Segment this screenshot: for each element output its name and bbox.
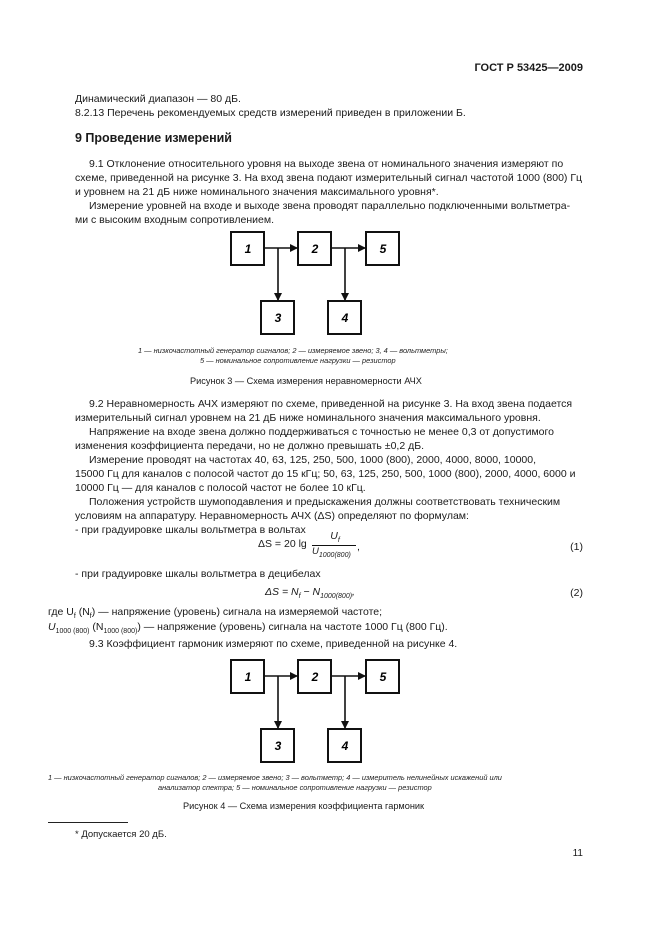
formula1-number: (1) (570, 541, 583, 553)
formula2-number: (2) (570, 587, 583, 599)
figure3-block-2-label: 2 (311, 242, 319, 256)
where-l2-b: (N (89, 621, 104, 633)
formula1-num: U (330, 530, 338, 542)
figure4-block-2 (298, 660, 331, 693)
p93-line1: 9.3 Коэффициент гармоник измеряют по схеме, приведенной на рисунке 4. (89, 638, 458, 650)
p92d-line2: условиям на аппаратуру. Неравномерность АЧХ (ΔS) определяют по формулам: (75, 510, 469, 522)
figure4-block-2-label: 2 (311, 670, 319, 684)
p92d-line1: Положения устройств шумоподавления и предыскажения должны соответствовать техническим (89, 496, 561, 508)
figure4-block-4-label: 4 (341, 739, 349, 753)
p92-line1: 9.2 Неравномерность АЧХ измеряют по схеме, приведенной на рисунке 3. На вход звена подается (89, 398, 573, 410)
where-l2-sub2: 1000 (800) (103, 628, 138, 636)
figure4-block-1 (231, 660, 264, 693)
where-l2-sub1: 1000 (800) (55, 628, 90, 636)
where-l2-a: U (48, 621, 56, 633)
figure3-block-5-label: 5 (379, 242, 387, 256)
bullet-volts: - при градуировке шкалы вольтметра в вольтах (75, 524, 306, 536)
where-l2-c: ) — напряжение (уровень) сигнала на частоте 1000 Гц (800 Гц). (137, 621, 448, 633)
formula2-lhs: ΔS = N (265, 586, 299, 598)
figure3-legend-line1: 1 — низкочастотный генератор сигналов; 2 — измеряемое звено; 3, 4 — вольтметры; (138, 346, 448, 355)
figure4-block-1-label: 1 (244, 670, 252, 684)
p92c-line3: 10000 Гц — для каналов с полосой частот не более 10 кГц. (75, 482, 366, 494)
p92-line2: измерительный сигнал уровнем на 21 дБ ниже номинального значения максимального уровня. (75, 412, 541, 424)
formula-1 (258, 538, 307, 550)
p92b-line2: изменения коэффициента передачи, но не должно превышать ±0,2 дБ. (75, 440, 425, 452)
figure3-block-3-label: 3 (274, 311, 282, 325)
figure3-block-3 (261, 301, 294, 334)
figure4-legend-line2: анализатор спектра; 5 — номинальное сопротивление нагрузки — резистор (158, 783, 432, 792)
formula2-lhs-sub: f (298, 593, 301, 601)
where-l1-c: ) — напряжение (уровень) сигнала на измеряемой частоте; (91, 606, 383, 618)
formula1-den: U (312, 546, 319, 557)
p92c-line2: 15000 Гц для каналов с полосой частот до 15 кГц; 50, 63, 125, 250, 500, 1000 (800), 2000, 4000, 6000 и (75, 468, 576, 480)
where-l1-sub2: f (89, 613, 92, 621)
p91-line1: 9.1 Отклонение относительного уровня на выходе звена от номинального значения измеряют по (89, 158, 564, 170)
figure3-block-2 (298, 232, 331, 265)
footnote-separator (48, 822, 128, 823)
section-heading: 9 Проведение измерений (75, 131, 232, 145)
formula1-numerator (312, 530, 358, 544)
figure4-block-5 (366, 660, 399, 693)
formula1-lhs: ΔS = 20 lg (258, 538, 307, 550)
bullet-decibels: - при градуировке шкалы вольтметра в децибелах (75, 568, 321, 580)
figure3-block-5 (366, 232, 399, 265)
p91b-line2: ми с высоким входным сопротивлением. (75, 214, 274, 226)
formula2-mid: − N (300, 586, 321, 598)
p91b-line1: Измерение уровней на входе и выходе звена проводят параллельно подключенными вольтметра- (89, 200, 571, 212)
formula2-mid-sub: 1000(800) (320, 593, 353, 601)
formula2-tail: , (352, 586, 355, 598)
figure3-block-1-label: 1 (244, 242, 252, 256)
figure4-block-4 (328, 729, 361, 762)
footnote: * Допускается 20 дБ. (75, 829, 167, 840)
formula1-tail: , (357, 541, 360, 553)
figure4-block-5-label: 5 (379, 670, 387, 684)
formula1-num-sub: f (337, 537, 340, 545)
where-l1-b: (N (75, 606, 90, 618)
figure3-block-4 (328, 301, 361, 334)
figure4-legend-line1: 1 — низкочастотный генератор сигналов; 2 — измеряемое звено; 3 — вольтметр; 4 — измеритель нелинейных искажений или (48, 773, 502, 782)
clause-8-2-13: 8.2.13 Перечень рекомендуемых средств измерений приведен в приложении Б. (75, 107, 466, 119)
where-l1-sub1: f (73, 613, 76, 621)
figure3-legend-line2: 5 — номинальное сопротивление нагрузки — резистор (200, 356, 396, 365)
figure4-caption: Рисунок 4 — Схема измерения коэффициента гармоник (183, 801, 425, 811)
figure4-block-3 (261, 729, 294, 762)
formula-2 (265, 586, 355, 600)
figure3-block-1 (231, 232, 264, 265)
where-l1-a: где U (48, 606, 74, 618)
formula1-den-sub: 1000(800) (318, 551, 351, 559)
standard-header: ГОСТ Р 53425—2009 (474, 62, 583, 74)
formula1-denominator (312, 546, 351, 559)
p92c-line1: Измерение проводят на частотах 40, 63, 125, 250, 500, 1000 (800), 2000, 4000, 8000, 10000, (89, 454, 537, 466)
figure3-caption: Рисунок 3 — Схема измерения неравномерности АЧХ (190, 376, 422, 386)
p91-line3: и уровнем на 21 дБ ниже номинального значения максимального уровня*. (75, 186, 439, 198)
dynamic-range-line: Динамический диапазон — 80 дБ. (75, 93, 241, 105)
page-number: 11 (572, 848, 583, 859)
figure4-block-3-label: 3 (274, 739, 282, 753)
p91-line2: схеме, приведенной на рисунке 3. На вход звена подают измерительный сигнал частотой 1000 (800) Гц (75, 172, 583, 184)
figure3-block-4-label: 4 (341, 311, 349, 325)
p92b-line1: Напряжение на входе звена должно поддерживаться с точностью не менее 0,3 от допустимого (89, 426, 554, 438)
